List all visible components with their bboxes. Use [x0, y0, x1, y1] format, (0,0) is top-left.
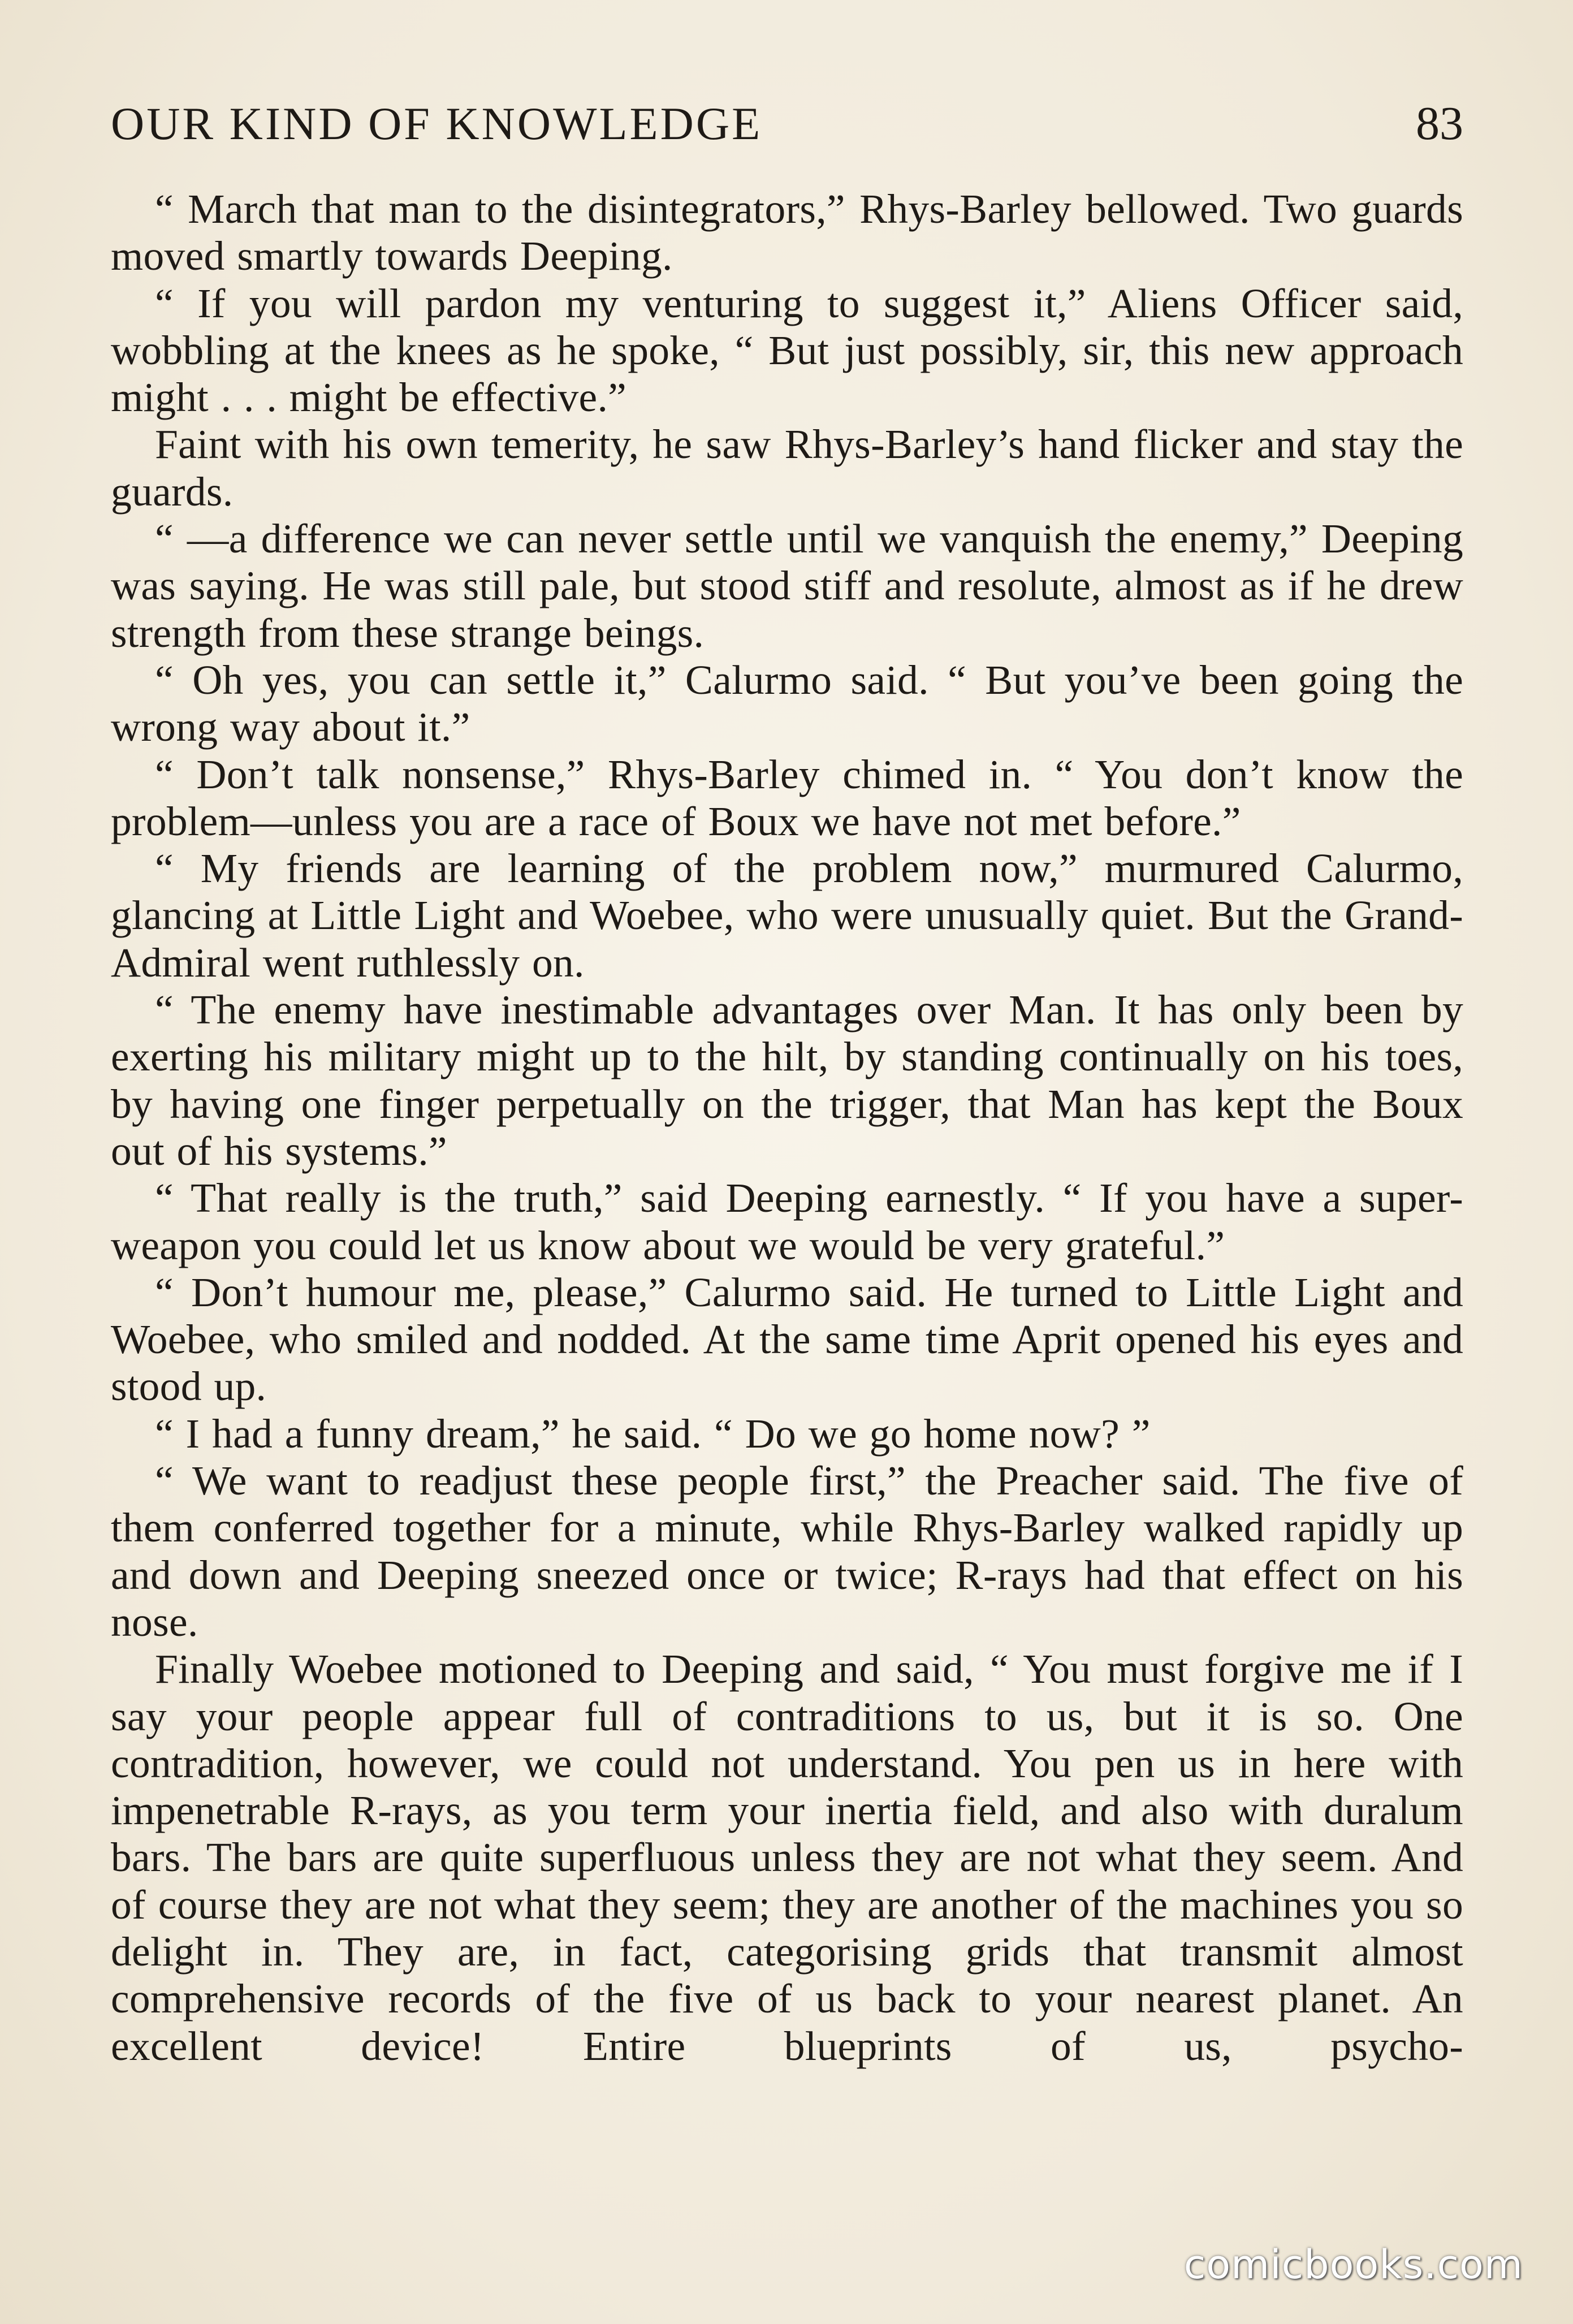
paragraph: “ If you will pardon my venturing to suggest it,” Aliens Officer said, wobbling at the knees as he spoke, “ But just possibly, sir, this new approach might . . . might be effective.”	[111, 280, 1463, 421]
running-head: OUR KIND OF KNOWLEDGE	[111, 98, 763, 149]
paragraph: “ Don’t humour me, please,” Calurmo said. He turned to Little Light and Woebee, who smiled and nodded. At the same time Aprit opened his eyes and stood up.	[111, 1269, 1463, 1410]
page-number: 83	[1416, 97, 1463, 150]
paragraph: “ My friends are learning of the problem now,” murmured Calurmo, glancing at Little Light and Woebee, who were unusually quiet. But the Grand-Admiral went ruthlessly on.	[111, 845, 1463, 986]
paragraph: “ That really is the truth,” said Deeping earnestly. “ If you have a super-weapon you could let us know about we would be very grateful.”	[111, 1175, 1463, 1268]
body-text	[111, 185, 1463, 2070]
paragraph: “ March that man to the disintegrators,” Rhys-Barley bellowed. Two guards moved smartly towards Deeping.	[111, 186, 1463, 279]
paragraph: Finally Woebee motioned to Deeping and said, “ You must forgive me if I say your people appear full of contraditions to us, but it is so. One contradition, however, we could not understand. You pen us in here with impenetrable R-rays, as you term your inertia field, and also with duralum bars. The bars are quite superfluous unless they are not what they seem. And of course they are not what they seem; they are another of the machines you so delight in. They are, in fact, categorising grids that transmit almost comprehensive records of the five of us back to your nearest planet. An excellent device! Entire blueprints of us, psycho-	[111, 1646, 1463, 2069]
paragraph: “ —a difference we can never settle until we vanquish the enemy,” Deeping was saying. He was still pale, but stood stiff and resolute, almost as if he drew strength from these strange beings.	[111, 516, 1463, 656]
paragraph: “ I had a funny dream,” he said. “ Do we go home now? ”	[155, 1410, 1151, 1457]
paragraph: “ Don’t talk nonsense,” Rhys-Barley chimed in. “ You don’t know the problem—unless you are a race of Boux we have not met before.”	[111, 751, 1463, 844]
page-header	[111, 96, 1463, 170]
book-page	[111, 96, 1463, 2070]
paragraph: “ Oh yes, you can settle it,” Calurmo said. “ But you’ve been going the wrong way about it.”	[111, 656, 1463, 750]
paragraph: “ The enemy have inestimable advantages over Man. It has only been by exerting his military might up to the hilt, by standing continually on his toes, by having one finger perpetually on the trigger, that Man has kept the Boux out of his systems.”	[111, 987, 1463, 1174]
paragraph: “ We want to readjust these people first,” the Preacher said. The five of them conferred together for a minute, while Rhys-Barley walked rapidly up and down and Deeping sneezed once or twice; R-rays had that effect on his nose.	[111, 1458, 1463, 1645]
watermark: comicbooks.com	[1183, 2241, 1523, 2288]
paragraph: Faint with his own temerity, he saw Rhys-Barley’s hand flicker and stay the guards.	[111, 421, 1463, 515]
